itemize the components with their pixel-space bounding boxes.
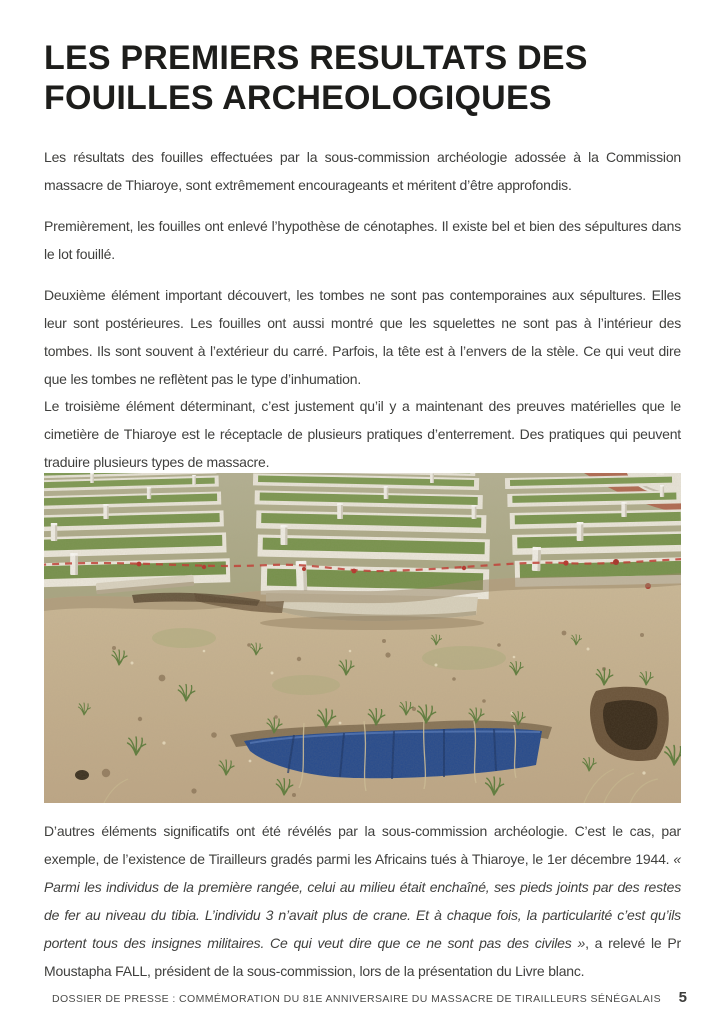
footer-text: DOSSIER DE PRESSE : COMMÉMORATION DU 81E ANNIVERSAIRE DU MASSACRE DE TIRAILLEURS SÉNÉGALAIS bbox=[52, 993, 661, 1005]
paragraph-third-finding: Le troisième élément déterminant, c’est justement qu’il y a maintenant des preuves matérielles que le cimetière de Thiaroye est le réceptacle de plusieurs pratiques d’enterrement. Des pratiques qui peuvent traduire plusieurs types de massacre. bbox=[44, 398, 681, 470]
page-number: 5 bbox=[678, 989, 687, 1006]
paragraph-second-finding: Deuxième élément important découvert, les tombes ne sont pas contemporaines aux sépultures. Elles leur sont postérieures. Les fouilles ont aussi montré que les squelettes ne sont pas à l’intérieur des tombes. Ils sont souvent à l’extérieur du carré. Parfois, la tête est à l’envers de la stèle. Ce qui veut dire que les tombes ne reflètent pas le type d’inhumation. bbox=[44, 287, 681, 387]
paragraph-quote bbox=[44, 817, 681, 985]
page-title-line1: LES PREMIERS RESULTATS DES bbox=[44, 39, 588, 77]
paragraph-first-finding: Premièrement, les fouilles ont enlevé l’hypothèse de cénotaphes. Il existe bel et bien des sépultures dans le lot fouillé. bbox=[44, 218, 681, 262]
quote-attribution: , a relevé le Pr Moustapha FALL, président de la sous-commission, lors de la présentation du Livre blanc. bbox=[44, 935, 681, 979]
quote-italic: « Parmi les individus de la première rangée, celui au milieu était enchaîné, ses pieds joints par des restes de fer au niveau du tibia. L’individu 3 n’avait plus de crane. Et à chaque fois, la particularité c’est qu’ils portent tous des insignes militaires. Ce qui veut dire que ce ne sont pas des civiles » bbox=[44, 851, 681, 951]
photo-grain-overlay bbox=[44, 473, 681, 803]
quote-lead: D’autres éléments significatifs ont été révélés par la sous-commission archéologie. C’est le cas, par exemple, de l’existence de Tirailleurs gradés parmi les Africains tués à Thiaroye, le 1er décembre 1944. bbox=[44, 823, 681, 867]
page-title-line2: FOUILLES ARCHEOLOGIQUES bbox=[44, 79, 552, 117]
page-footer bbox=[52, 989, 687, 1006]
paragraph-intro: Les résultats des fouilles effectuées par la sous-commission archéologie adossée à la Commission massacre de Thiaroye, sont extrêmement encourageants et méritent d’être approfondis. bbox=[44, 149, 681, 193]
page-title bbox=[44, 38, 685, 118]
excavation-photo bbox=[44, 473, 681, 803]
excavation-photo-illustration bbox=[44, 473, 681, 803]
